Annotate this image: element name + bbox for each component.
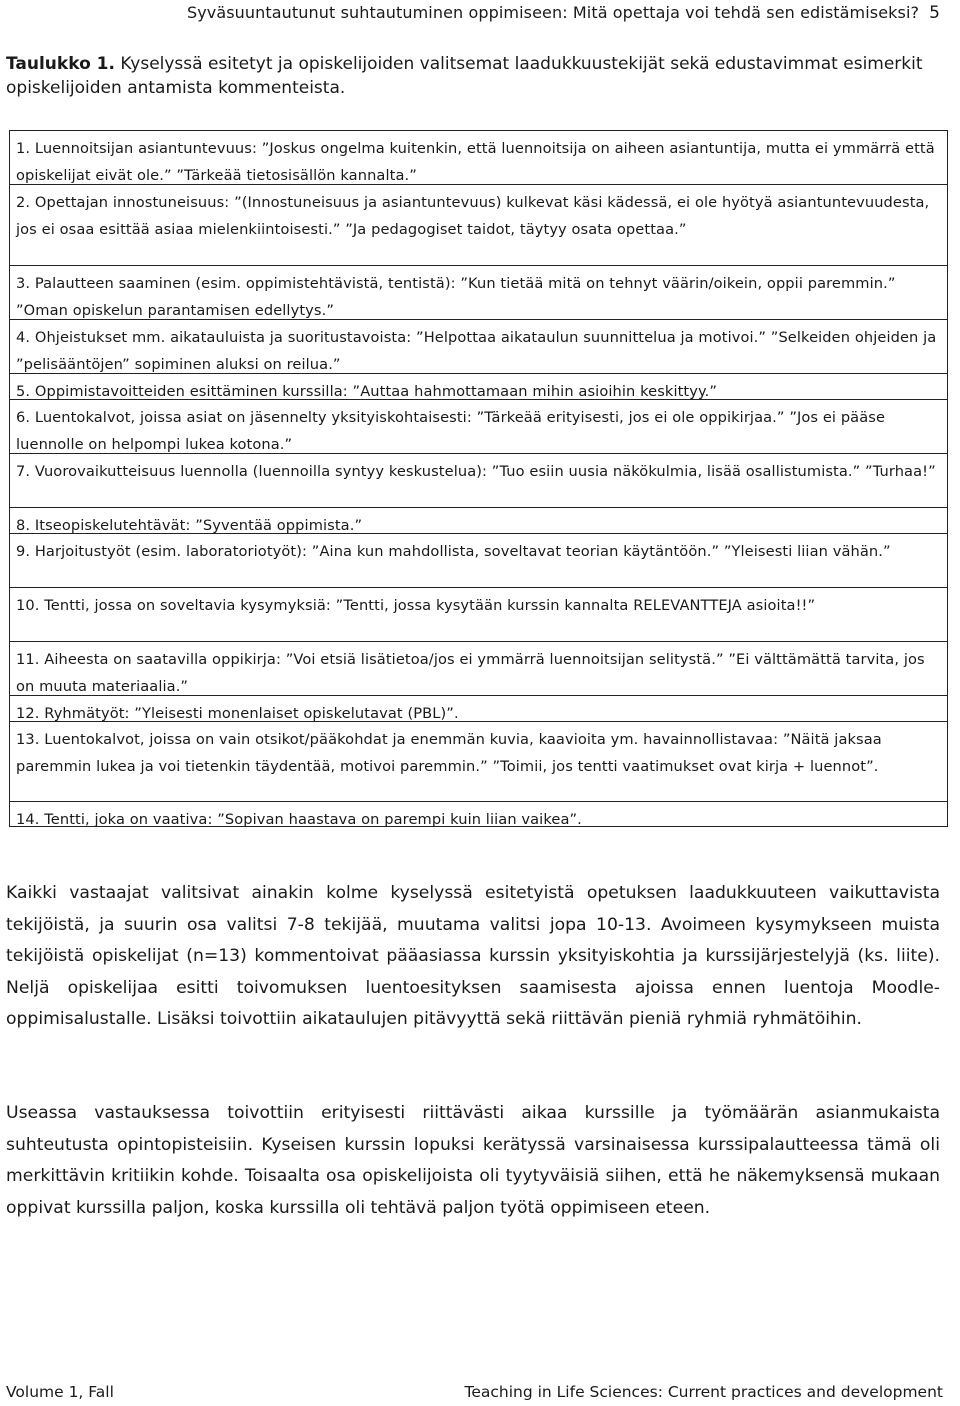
- table-row-4: 4. Ohjeistukset mm. aikatauluista ja suoritustavoista: ”Helpottaa aikataulun suunnittelua ja motivoi.” ”Selkeiden ohjeiden ja ”pelisääntöjen” sopiminen aluksi on reilua.”: [10, 320, 947, 374]
- body-paragraph-2: Useassa vastauksessa toivottiin erityisesti riittävästi aikaa kurssille ja työmäärän asianmukaista suhteutusta opintopisteisiin. Kyseisen kurssin lopuksi kerätyssä varsinaisessa kurssipalautteessa tämä oli merkittävin kritiikin kohde. Toisaalta osa opiskelijoista oli tyytyväisiä siihen, että he näkemyksensä mukaan oppivat kurssilla paljon, koska kurssilla oli tehtävä paljon työtä oppimiseen eteen.: [6, 1103, 940, 1218]
- table-row-5: 5. Oppimistavoitteiden esittäminen kurssilla: ”Auttaa hahmottamaan mihin asioihin keskittyy.”: [10, 374, 947, 400]
- footer-volume: Volume 1, Fall: [6, 1383, 114, 1401]
- table-row-6: 6. Luentokalvot, joissa asiat on jäsennelty yksityiskohtaisesti: ”Tärkeää erityisesti, jos ei ole oppikirjaa.” ”Jos ei pääse luennolle on helpompi lukea kotona.”: [10, 400, 947, 454]
- table-caption: [6, 52, 946, 100]
- page-number: 5: [929, 3, 940, 23]
- footer-journal-title: Teaching in Life Sciences: Current practices and development: [464, 1383, 943, 1401]
- table-row-1: 1. Luennoitsijan asiantuntevuus: ”Joskus ongelma kuitenkin, että luennoitsija on aiheen asiantuntija, mutta ei ymmärrä että opiskelijat eivät ole.” ”Tärkeää tietosisällön kannalta.”: [10, 131, 947, 185]
- table-row-12: 12. Ryhmätyöt: ”Yleisesti monenlaiset opiskelutavat (PBL)”.: [10, 696, 947, 722]
- table-row-9: 9. Harjoitustyöt (esim. laboratoriotyöt): ”Aina kun mahdollista, soveltavat teorian käytäntöön.” ”Yleisesti liian vähän.”: [10, 534, 947, 588]
- table-row-14: 14. Tentti, joka on vaativa: ”Sopivan haastava on parempi kuin liian vaikea”.: [16, 811, 582, 828]
- body-paragraph-1: Kaikki vastaajat valitsivat ainakin kolme kyselyssä esitetyistä opetuksen laadukkuuteen vaikuttavista tekijöistä, ja suurin osa valitsi 7-8 tekijää, muutama valitsi jopa 10-13. Avoimeen kysymykseen muista tekijöistä opiskelijat (n=13) kommentoivat pääasiassa kurssin yksityiskohtia ja kurssijärjestelyjä (ks. liite). Neljä opiskelijaa esitti toivomuksen luentoesityksen saamisesta ajoissa ennen luentoja Moodle-oppimisalustalle. Lisäksi toivottiin aikataulujen pitävyyttä sekä riittävän pieniä ryhmiä ryhmätöihin.: [6, 883, 940, 1030]
- running-head: [120, 2, 940, 24]
- table-caption-text: Kyselyssä esitetyt ja opiskelijoiden valitsemat laadukkuustekijät sekä edustavimmat esimerkit opiskelijoiden antamista kommenteista.: [6, 54, 923, 98]
- table-row-3: 3. Palautteen saaminen (esim. oppimistehtävistä, tentistä): ”Kun tietää mitä on tehnyt väärin/oikein, oppii paremmin.” ”Oman opiskelun parantamisen edellytys.”: [10, 266, 947, 320]
- table-row-10: 10. Tentti, jossa on soveltavia kysymyksiä: ”Tentti, jossa kysytään kurssin kannalta RELEVANTTEJA asioita!!”: [10, 588, 947, 642]
- table-row-8: 8. Itseopiskelutehtävät: ”Syventää oppimista.”: [10, 508, 947, 534]
- table-row-7: 7. Vuorovaikutteisuus luennolla (luennoilla syntyy keskustelua): ”Tuo esiin uusia näkökulmia, lisää osallistumista.” ”Turhaa!”: [10, 454, 947, 508]
- table-caption-label: Taulukko 1.: [6, 54, 115, 74]
- factors-table: [9, 130, 948, 827]
- running-head-title: Syväsuuntautunut suhtautuminen oppimiseen: Mitä opettaja voi tehdä sen edistämiseksi?: [186, 3, 920, 22]
- table-row-2: 2. Opettajan innostuneisuus: ”(Innostuneisuus ja asiantuntevuus) kulkevat käsi kädessä, ei ole hyötyä asiantuntevuudesta, jos ei osaa esittää asiaa mielenkiintoisesti.” ”Ja pedagogiset taidot, täytyy osata opettaa.”: [10, 185, 947, 266]
- table-row-11: 11. Aiheesta on saatavilla oppikirja: ”Voi etsiä lisätietoa/jos ei ymmärrä luennoitsijan selitystä.” ”Ei välttämättä tarvita, jos on muuta materiaalia.”: [10, 642, 947, 696]
- table-row-13: 13. Luentokalvot, joissa on vain otsikot/pääkohdat ja enemmän kuvia, kaavioita ym. havainnollistavaa: ”Näitä jaksaa paremmin lukea ja voi tietenkin täydentää, motivoi paremmin.” ”Toimii, jos tentti vaatimukset ovat kirja + luennot”.: [10, 722, 947, 802]
